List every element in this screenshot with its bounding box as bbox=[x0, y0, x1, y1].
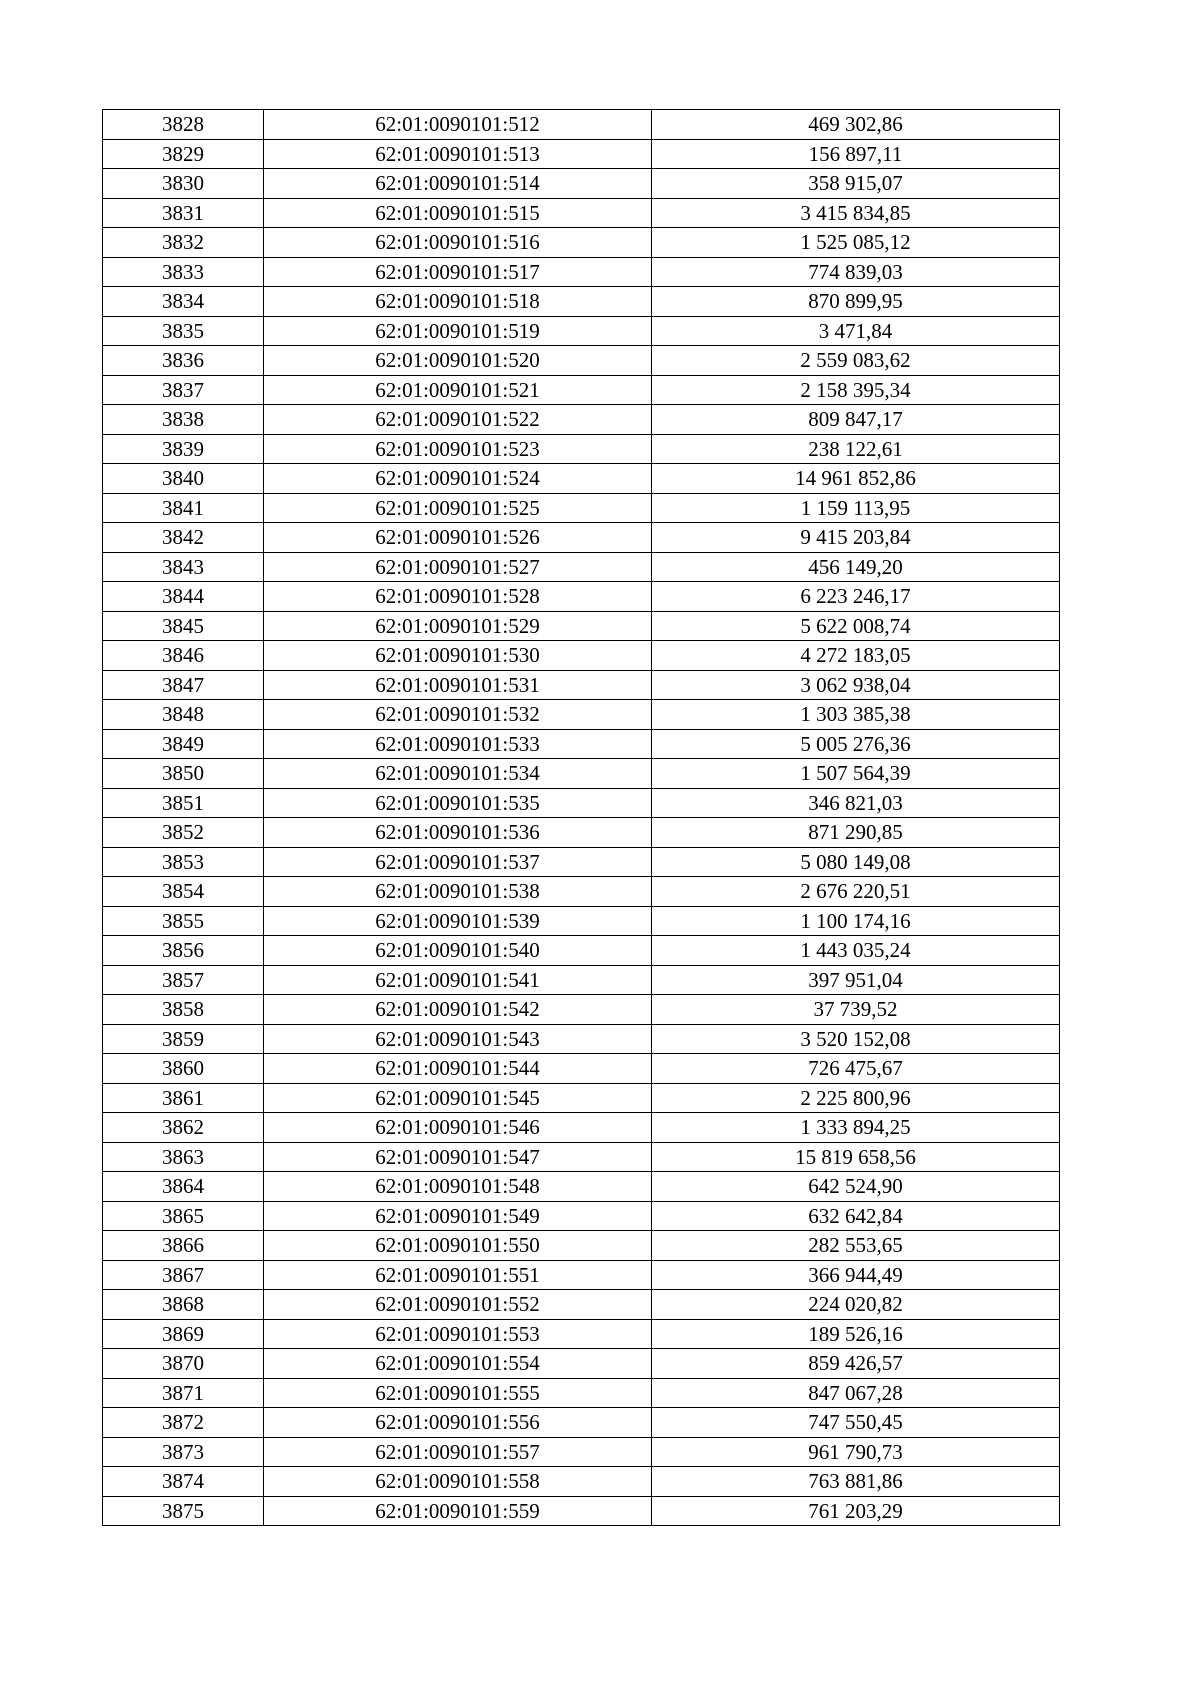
table-row bbox=[103, 316, 1060, 346]
cadastral-number-cell: 62:01:0090101:513 bbox=[264, 139, 652, 169]
row-number-cell: 3864 bbox=[103, 1172, 264, 1202]
row-number-cell: 3830 bbox=[103, 169, 264, 199]
cadastral-number-cell: 62:01:0090101:546 bbox=[264, 1113, 652, 1143]
value-cell: 1 159 113,95 bbox=[652, 493, 1060, 523]
table-row bbox=[103, 523, 1060, 553]
value-cell: 847 067,28 bbox=[652, 1378, 1060, 1408]
row-number-cell: 3874 bbox=[103, 1467, 264, 1497]
row-number-cell: 3865 bbox=[103, 1201, 264, 1231]
row-number-cell: 3872 bbox=[103, 1408, 264, 1438]
row-number-cell: 3859 bbox=[103, 1024, 264, 1054]
value-cell: 747 550,45 bbox=[652, 1408, 1060, 1438]
value-cell: 961 790,73 bbox=[652, 1437, 1060, 1467]
value-cell: 224 020,82 bbox=[652, 1290, 1060, 1320]
cadastral-number-cell: 62:01:0090101:527 bbox=[264, 552, 652, 582]
table-row bbox=[103, 582, 1060, 612]
row-number-cell: 3850 bbox=[103, 759, 264, 789]
table-row bbox=[103, 228, 1060, 258]
cadastral-number-cell: 62:01:0090101:526 bbox=[264, 523, 652, 553]
value-cell: 2 225 800,96 bbox=[652, 1083, 1060, 1113]
row-number-cell: 3854 bbox=[103, 877, 264, 907]
table-row bbox=[103, 1113, 1060, 1143]
cadastral-number-cell: 62:01:0090101:539 bbox=[264, 906, 652, 936]
cadastral-number-cell: 62:01:0090101:519 bbox=[264, 316, 652, 346]
value-cell: 346 821,03 bbox=[652, 788, 1060, 818]
value-cell: 774 839,03 bbox=[652, 257, 1060, 287]
cadastral-number-cell: 62:01:0090101:533 bbox=[264, 729, 652, 759]
table-row bbox=[103, 1142, 1060, 1172]
cadastral-number-cell: 62:01:0090101:540 bbox=[264, 936, 652, 966]
row-number-cell: 3852 bbox=[103, 818, 264, 848]
row-number-cell: 3855 bbox=[103, 906, 264, 936]
value-cell: 3 062 938,04 bbox=[652, 670, 1060, 700]
table-row bbox=[103, 729, 1060, 759]
cadastral-number-cell: 62:01:0090101:532 bbox=[264, 700, 652, 730]
value-cell: 2 676 220,51 bbox=[652, 877, 1060, 907]
row-number-cell: 3867 bbox=[103, 1260, 264, 1290]
table-row bbox=[103, 169, 1060, 199]
row-number-cell: 3871 bbox=[103, 1378, 264, 1408]
row-number-cell: 3833 bbox=[103, 257, 264, 287]
row-number-cell: 3875 bbox=[103, 1496, 264, 1526]
row-number-cell: 3861 bbox=[103, 1083, 264, 1113]
row-number-cell: 3842 bbox=[103, 523, 264, 553]
table-row bbox=[103, 287, 1060, 317]
row-number-cell: 3845 bbox=[103, 611, 264, 641]
cadastral-number-cell: 62:01:0090101:542 bbox=[264, 995, 652, 1025]
cadastral-number-cell: 62:01:0090101:518 bbox=[264, 287, 652, 317]
row-number-cell: 3844 bbox=[103, 582, 264, 612]
row-number-cell: 3838 bbox=[103, 405, 264, 435]
value-cell: 358 915,07 bbox=[652, 169, 1060, 199]
table-row bbox=[103, 877, 1060, 907]
value-cell: 859 426,57 bbox=[652, 1349, 1060, 1379]
row-number-cell: 3839 bbox=[103, 434, 264, 464]
row-number-cell: 3857 bbox=[103, 965, 264, 995]
table-row bbox=[103, 1054, 1060, 1084]
value-cell: 632 642,84 bbox=[652, 1201, 1060, 1231]
table-row bbox=[103, 1083, 1060, 1113]
row-number-cell: 3848 bbox=[103, 700, 264, 730]
cadastral-number-cell: 62:01:0090101:531 bbox=[264, 670, 652, 700]
cadastral-number-cell: 62:01:0090101:538 bbox=[264, 877, 652, 907]
cadastral-number-cell: 62:01:0090101:555 bbox=[264, 1378, 652, 1408]
value-cell: 6 223 246,17 bbox=[652, 582, 1060, 612]
row-number-cell: 3863 bbox=[103, 1142, 264, 1172]
cadastral-number-cell: 62:01:0090101:551 bbox=[264, 1260, 652, 1290]
table-row bbox=[103, 139, 1060, 169]
row-number-cell: 3840 bbox=[103, 464, 264, 494]
cadastral-number-cell: 62:01:0090101:512 bbox=[264, 110, 652, 140]
table-row bbox=[103, 434, 1060, 464]
cadastral-number-cell: 62:01:0090101:528 bbox=[264, 582, 652, 612]
value-cell: 1 525 085,12 bbox=[652, 228, 1060, 258]
cadastral-number-cell: 62:01:0090101:525 bbox=[264, 493, 652, 523]
value-cell: 5 005 276,36 bbox=[652, 729, 1060, 759]
row-number-cell: 3849 bbox=[103, 729, 264, 759]
row-number-cell: 3835 bbox=[103, 316, 264, 346]
value-cell: 642 524,90 bbox=[652, 1172, 1060, 1202]
table-row bbox=[103, 1024, 1060, 1054]
cadastral-number-cell: 62:01:0090101:554 bbox=[264, 1349, 652, 1379]
cadastral-number-cell: 62:01:0090101:545 bbox=[264, 1083, 652, 1113]
row-number-cell: 3847 bbox=[103, 670, 264, 700]
table-row bbox=[103, 493, 1060, 523]
table-body bbox=[103, 110, 1060, 1526]
cadastral-number-cell: 62:01:0090101:549 bbox=[264, 1201, 652, 1231]
value-cell: 238 122,61 bbox=[652, 434, 1060, 464]
value-cell: 809 847,17 bbox=[652, 405, 1060, 435]
table-row bbox=[103, 552, 1060, 582]
table-row bbox=[103, 611, 1060, 641]
table-row bbox=[103, 1378, 1060, 1408]
table-row bbox=[103, 1408, 1060, 1438]
value-cell: 1 100 174,16 bbox=[652, 906, 1060, 936]
value-cell: 761 203,29 bbox=[652, 1496, 1060, 1526]
row-number-cell: 3866 bbox=[103, 1231, 264, 1261]
cadastral-number-cell: 62:01:0090101:548 bbox=[264, 1172, 652, 1202]
table-row bbox=[103, 1231, 1060, 1261]
table-row bbox=[103, 1319, 1060, 1349]
row-number-cell: 3843 bbox=[103, 552, 264, 582]
table-row bbox=[103, 1260, 1060, 1290]
row-number-cell: 3828 bbox=[103, 110, 264, 140]
value-cell: 397 951,04 bbox=[652, 965, 1060, 995]
cadastral-number-cell: 62:01:0090101:544 bbox=[264, 1054, 652, 1084]
table-row bbox=[103, 1201, 1060, 1231]
row-number-cell: 3869 bbox=[103, 1319, 264, 1349]
value-cell: 469 302,86 bbox=[652, 110, 1060, 140]
value-cell: 14 961 852,86 bbox=[652, 464, 1060, 494]
cadastral-number-cell: 62:01:0090101:521 bbox=[264, 375, 652, 405]
value-cell: 3 520 152,08 bbox=[652, 1024, 1060, 1054]
cadastral-number-cell: 62:01:0090101:550 bbox=[264, 1231, 652, 1261]
row-number-cell: 3873 bbox=[103, 1437, 264, 1467]
cadastral-number-cell: 62:01:0090101:543 bbox=[264, 1024, 652, 1054]
cadastral-number-cell: 62:01:0090101:535 bbox=[264, 788, 652, 818]
value-cell: 1 333 894,25 bbox=[652, 1113, 1060, 1143]
row-number-cell: 3862 bbox=[103, 1113, 264, 1143]
row-number-cell: 3868 bbox=[103, 1290, 264, 1320]
row-number-cell: 3858 bbox=[103, 995, 264, 1025]
row-number-cell: 3832 bbox=[103, 228, 264, 258]
value-cell: 37 739,52 bbox=[652, 995, 1060, 1025]
cadastral-number-cell: 62:01:0090101:520 bbox=[264, 346, 652, 376]
value-cell: 5 622 008,74 bbox=[652, 611, 1060, 641]
row-number-cell: 3829 bbox=[103, 139, 264, 169]
cadastral-number-cell: 62:01:0090101:558 bbox=[264, 1467, 652, 1497]
value-cell: 3 471,84 bbox=[652, 316, 1060, 346]
table-row bbox=[103, 1172, 1060, 1202]
table-row bbox=[103, 965, 1060, 995]
cadastral-number-cell: 62:01:0090101:537 bbox=[264, 847, 652, 877]
row-number-cell: 3853 bbox=[103, 847, 264, 877]
row-number-cell: 3851 bbox=[103, 788, 264, 818]
row-number-cell: 3856 bbox=[103, 936, 264, 966]
row-number-cell: 3841 bbox=[103, 493, 264, 523]
table-row bbox=[103, 198, 1060, 228]
row-number-cell: 3836 bbox=[103, 346, 264, 376]
table-row bbox=[103, 464, 1060, 494]
value-cell: 871 290,85 bbox=[652, 818, 1060, 848]
table-row bbox=[103, 788, 1060, 818]
data-table bbox=[102, 109, 1060, 1526]
value-cell: 282 553,65 bbox=[652, 1231, 1060, 1261]
value-cell: 189 526,16 bbox=[652, 1319, 1060, 1349]
table-row bbox=[103, 405, 1060, 435]
value-cell: 366 944,49 bbox=[652, 1260, 1060, 1290]
row-number-cell: 3870 bbox=[103, 1349, 264, 1379]
cadastral-number-cell: 62:01:0090101:523 bbox=[264, 434, 652, 464]
cadastral-number-cell: 62:01:0090101:556 bbox=[264, 1408, 652, 1438]
table-row bbox=[103, 1349, 1060, 1379]
table-row bbox=[103, 700, 1060, 730]
table-row bbox=[103, 906, 1060, 936]
cadastral-number-cell: 62:01:0090101:534 bbox=[264, 759, 652, 789]
row-number-cell: 3860 bbox=[103, 1054, 264, 1084]
value-cell: 726 475,67 bbox=[652, 1054, 1060, 1084]
table-row bbox=[103, 1467, 1060, 1497]
table-row bbox=[103, 1290, 1060, 1320]
table-row bbox=[103, 375, 1060, 405]
cadastral-number-cell: 62:01:0090101:557 bbox=[264, 1437, 652, 1467]
cadastral-number-cell: 62:01:0090101:515 bbox=[264, 198, 652, 228]
table-row bbox=[103, 641, 1060, 671]
value-cell: 1 443 035,24 bbox=[652, 936, 1060, 966]
value-cell: 456 149,20 bbox=[652, 552, 1060, 582]
row-number-cell: 3837 bbox=[103, 375, 264, 405]
table-row bbox=[103, 995, 1060, 1025]
value-cell: 763 881,86 bbox=[652, 1467, 1060, 1497]
value-cell: 1 507 564,39 bbox=[652, 759, 1060, 789]
table-row bbox=[103, 936, 1060, 966]
table-row bbox=[103, 759, 1060, 789]
cadastral-number-cell: 62:01:0090101:522 bbox=[264, 405, 652, 435]
cadastral-number-cell: 62:01:0090101:553 bbox=[264, 1319, 652, 1349]
cadastral-number-cell: 62:01:0090101:524 bbox=[264, 464, 652, 494]
table-row bbox=[103, 818, 1060, 848]
table-row bbox=[103, 346, 1060, 376]
cadastral-number-cell: 62:01:0090101:536 bbox=[264, 818, 652, 848]
cadastral-number-cell: 62:01:0090101:514 bbox=[264, 169, 652, 199]
row-number-cell: 3834 bbox=[103, 287, 264, 317]
table-row bbox=[103, 257, 1060, 287]
cadastral-number-cell: 62:01:0090101:552 bbox=[264, 1290, 652, 1320]
value-cell: 156 897,11 bbox=[652, 139, 1060, 169]
cadastral-number-cell: 62:01:0090101:516 bbox=[264, 228, 652, 258]
cadastral-number-cell: 62:01:0090101:559 bbox=[264, 1496, 652, 1526]
cadastral-number-cell: 62:01:0090101:530 bbox=[264, 641, 652, 671]
row-number-cell: 3846 bbox=[103, 641, 264, 671]
value-cell: 9 415 203,84 bbox=[652, 523, 1060, 553]
value-cell: 2 158 395,34 bbox=[652, 375, 1060, 405]
cadastral-number-cell: 62:01:0090101:547 bbox=[264, 1142, 652, 1172]
cadastral-number-cell: 62:01:0090101:541 bbox=[264, 965, 652, 995]
table-row bbox=[103, 670, 1060, 700]
value-cell: 4 272 183,05 bbox=[652, 641, 1060, 671]
value-cell: 2 559 083,62 bbox=[652, 346, 1060, 376]
table-row bbox=[103, 110, 1060, 140]
cadastral-number-cell: 62:01:0090101:529 bbox=[264, 611, 652, 641]
value-cell: 1 303 385,38 bbox=[652, 700, 1060, 730]
table-row bbox=[103, 1496, 1060, 1526]
value-cell: 3 415 834,85 bbox=[652, 198, 1060, 228]
table-row bbox=[103, 847, 1060, 877]
value-cell: 870 899,95 bbox=[652, 287, 1060, 317]
value-cell: 5 080 149,08 bbox=[652, 847, 1060, 877]
value-cell: 15 819 658,56 bbox=[652, 1142, 1060, 1172]
table-row bbox=[103, 1437, 1060, 1467]
cadastral-number-cell: 62:01:0090101:517 bbox=[264, 257, 652, 287]
row-number-cell: 3831 bbox=[103, 198, 264, 228]
